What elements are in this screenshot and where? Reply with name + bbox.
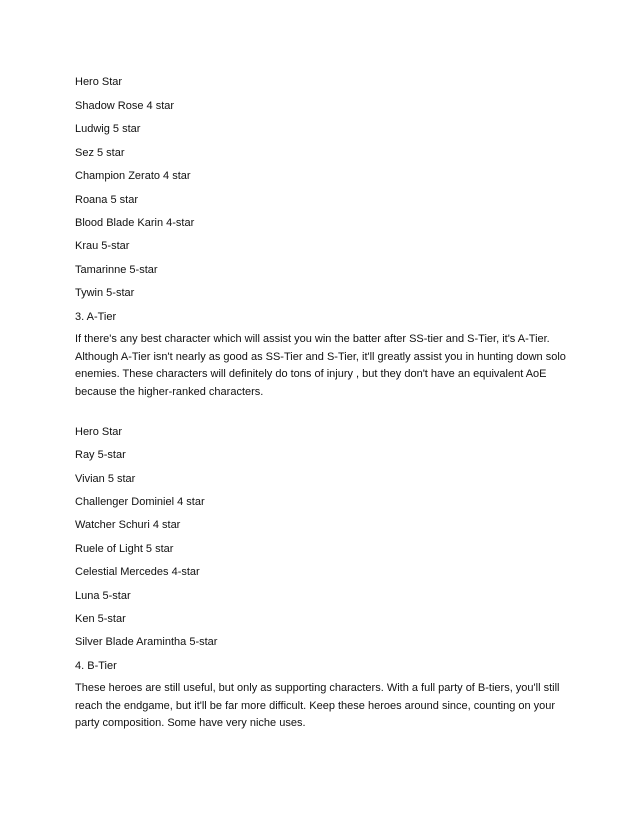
paragraph-line: because the higher-ranked characters. — [75, 385, 264, 398]
section2-header: Hero Star — [75, 426, 123, 438]
paragraph-line: enemies. These characters will definitely do tons of injury , but they don't have an equivalent AoE — [75, 368, 547, 380]
hero-entry: Sez 5 star — [75, 147, 125, 159]
hero-entry: Celestial Mercedes 4-star — [75, 566, 200, 578]
hero-entry: Tamarinne 5-star — [75, 264, 158, 276]
hero-entry: Vivian 5 star — [75, 473, 136, 485]
hero-entry: Roana 5 star — [75, 194, 138, 206]
hero-entry: Challenger Dominiel 4 star — [75, 496, 205, 508]
hero-entry: Tywin 5-star — [75, 287, 135, 299]
a-tier-paragraph — [75, 331, 566, 401]
hero-entry: Ludwig 5 star — [75, 123, 141, 135]
b-tier-heading: 4. B-Tier — [75, 660, 117, 672]
hero-entry: Krau 5-star — [75, 240, 130, 252]
hero-entry: Shadow Rose 4 star — [75, 100, 175, 112]
hero-entry: Luna 5-star — [75, 590, 131, 602]
hero-entry: Silver Blade Aramintha 5-star — [75, 636, 218, 648]
b-tier-paragraph — [75, 680, 563, 733]
paragraph-line: These heroes are still useful, but only as supporting characters. With a full party of B-tiers, you'll still — [75, 682, 560, 694]
hero-entry: Ruele of Light 5 star — [75, 543, 174, 555]
hero-entry: Watcher Schuri 4 star — [75, 519, 181, 531]
hero-entry: Ray 5-star — [75, 449, 126, 461]
paragraph-line: If there's any best character which will assist you win the batter after SS-tier and S-Tier, it's A-Tier. — [75, 333, 550, 345]
hero-entry: Blood Blade Karin 4-star — [75, 217, 195, 229]
paragraph-line: reach the endgame, but it'll be far more difficult. Keep these heroes around since, counting on your — [75, 699, 556, 712]
paragraph-line: party composition. Some have very niche uses. — [75, 717, 306, 729]
paragraph-line: Although A-Tier isn't nearly as good as SS-Tier and S-Tier, it'll greatly assist you in hunting down solo — [75, 350, 566, 363]
hero-entry: Ken 5-star — [75, 613, 126, 625]
section1-header: Hero Star — [75, 76, 123, 88]
hero-entry: Champion Zerato 4 star — [75, 170, 191, 182]
a-tier-heading: 3. A-Tier — [75, 311, 117, 323]
document-page — [75, 0, 565, 826]
